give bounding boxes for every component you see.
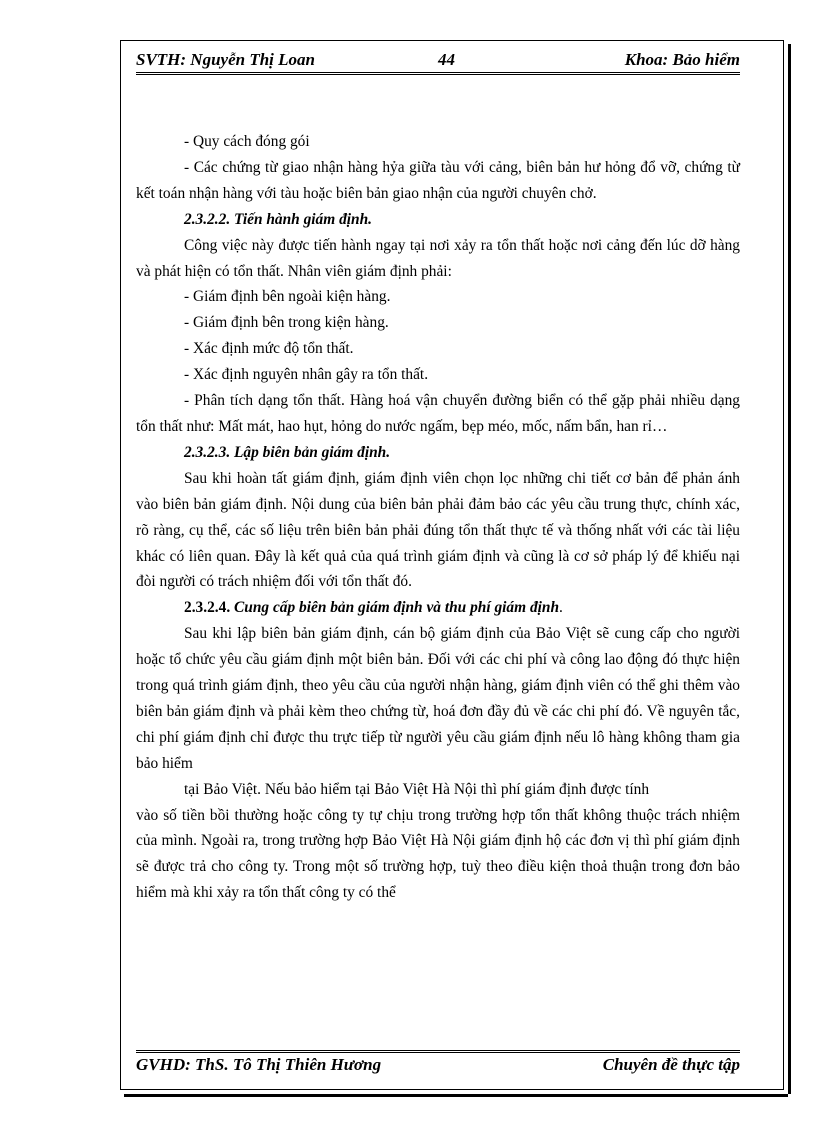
header-page-number: 44 [438,50,455,69]
heading-title: Cung cấp biên bản giám định và thu phí giám định [234,599,560,617]
section-heading: 2.3.2.3. Lập biên bản giám định. [184,443,391,461]
list-item: - Giám định bên ngoài kiện hàng. [184,288,391,306]
page-footer [136,1053,740,1079]
paragraph: Sau khi lập biên bản giám định, cán bộ giám định của Bảo Việt sẽ cung cấp cho người hoặc tổ chức yêu cầu giám định một biên bản. Đối với các chi phí và công lao động đó thực hiện trong quá trình giám định, theo yêu cầu của người nhận hàng, giám định viên có thể ghi thêm vào biên bản giám định và phải kèm theo chứng từ, hoá đơn đầy đủ về các chi phí đó. Về nguyên tắc, chi phí giám định chỉ được thu trực tiếp từ người yêu cầu giám định nếu lô hàng không tham gia bảo hiểm [136,625,740,772]
heading-number: 2.3.2.4. [184,599,235,617]
paragraph: - Các chứng từ giao nhận hàng hỷa giữa tàu với cảng, biên bản hư hỏng đổ vỡ, chứng từ kết toán nhận hàng với tàu hoặc biên bản giao nhận của người chuyên chở. [136,158,740,202]
section-heading: 2.3.2.2. Tiến hành giám định. [184,210,373,228]
footer-doc-type: Chuyên đề thực tập [602,1055,740,1074]
header-faculty: Khoa: Bảo hiểm [624,50,740,69]
list-item: - Xác định nguyên nhân gây ra tổn thất. [184,366,429,384]
paragraph: tại Bảo Việt. Nếu bảo hiểm tại Bảo Việt Hà Nội thì phí giám định được tính [184,780,650,798]
section-heading [136,595,740,621]
footer-advisor: GVHD: ThS. Tô Thị Thiên Hương [136,1055,382,1074]
paragraph: vào số tiền bồi thường hoặc công ty tự chịu trong trường hợp tổn thất không thuộc trách nhiệm của mình. Ngoài ra, trong trường hợp Bảo Việt Hà Nội giám định hộ các đơn vị thì phí giám định sẽ được trả cho công ty. Trong một số trường hợp, tuỳ theo điều kiện thoả thuận trong đơn bảo hiểm mà khi xảy ra tổn thất công ty có thể [136,806,740,902]
list-item: - Phân tích dạng tổn thất. Hàng hoá vận chuyển đường biển có thể gặp phải nhiều dạng tổn thất như: Mất mát, hao hụt, hỏng do nước ngấm, bẹp méo, mốc, nấm bẩn, han rỉ… [136,392,740,435]
list-item: - Xác định mức độ tổn thất. [184,340,354,358]
page-border-shadow-bottom [124,1094,788,1097]
paragraph: Sau khi hoàn tất giám định, giám định viên chọn lọc những chi tiết cơ bản để phản ánh vào biên bản giám định. Nội dung của biên bản phải đảm bảo các yêu cầu trung thực, chính xác, rõ ràng, cụ thể, các số liệu trên biên bản phải đúng tổn thất thực tế và thống nhất với các tài liệu khác có liên quan. Đây là kết quả của quá trình giám định và cũng là cơ sở pháp lý để khiếu nại đòi người có trách nhiệm đối với tổn thất đó. [136,469,740,591]
page-header [136,48,740,72]
header-student: SVTH: Nguyễn Thị Loan [136,50,315,69]
list-item: - Giám định bên trong kiện hàng. [184,314,389,332]
paragraph: - Quy cách đóng gói [184,133,310,150]
header-rule [136,72,740,75]
heading-end: . [559,599,563,617]
body-text [136,129,740,906]
paragraph: Công việc này được tiến hành ngay tại nơi xảy ra tổn thất hoặc nơi cảng đến lúc dỡ hàng và phát hiện có tổn thất. Nhân viên giám định phải: [136,236,740,280]
page-border-shadow-right [788,44,791,1094]
